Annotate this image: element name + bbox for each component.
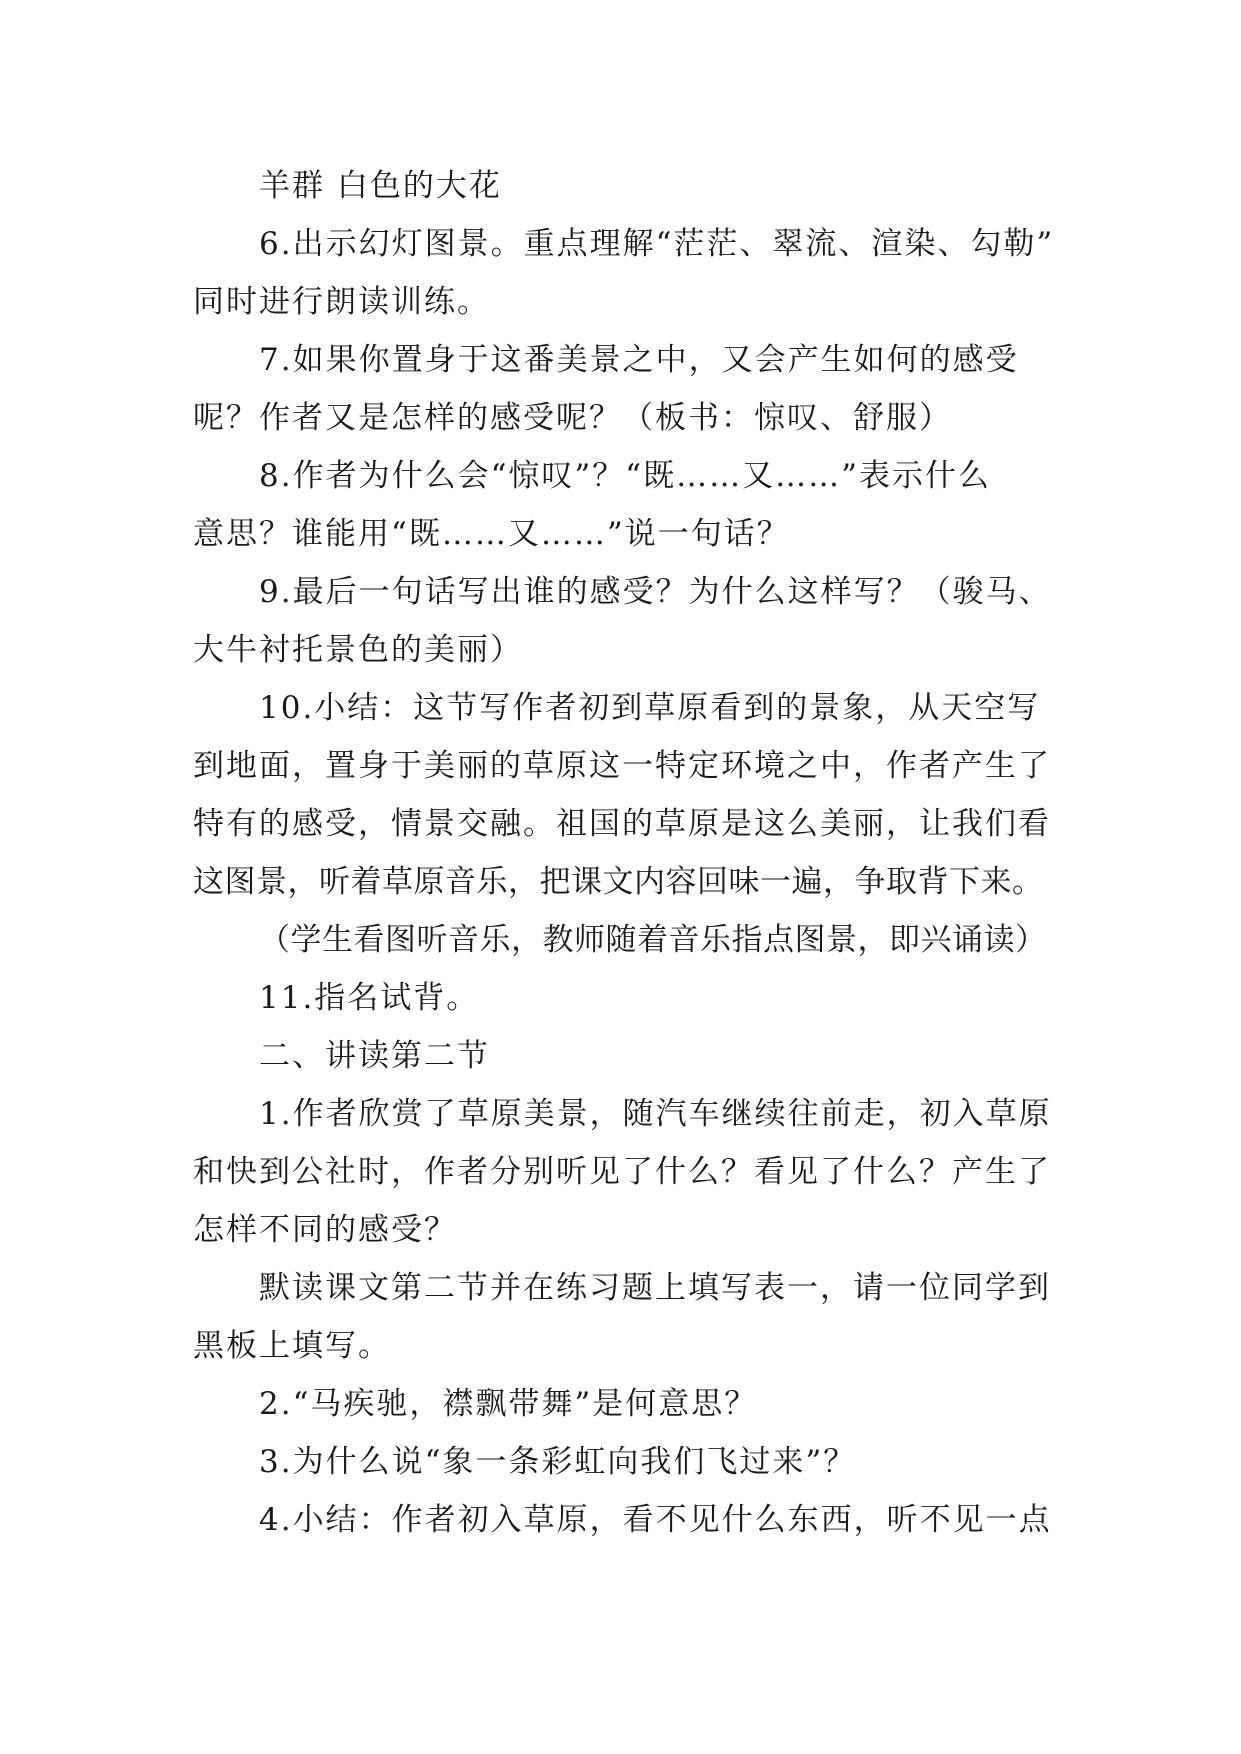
text-line: 3.为什么说“象一条彩虹向我们飞过来”？ bbox=[259, 1444, 857, 1480]
text-line: 10.小结：这节写作者初到草原看到的景象，从天空写 bbox=[259, 690, 1041, 726]
text-line: 羊群 白色的大花 bbox=[259, 168, 502, 204]
text-line: 8.作者为什么会“惊叹”？“既……又……”表示什么 bbox=[259, 458, 991, 494]
text-line: 黑板上填写。 bbox=[193, 1328, 391, 1364]
text-line: 9.最后一句话写出谁的感受？为什么这样写？（骏马、 bbox=[259, 574, 1052, 610]
text-line: 同时进行朗读训练。 bbox=[193, 284, 490, 320]
text-line: 二、讲读第二节 bbox=[259, 1038, 490, 1074]
text-line: （学生看图听音乐，教师随着音乐指点图景，即兴诵读） bbox=[259, 922, 1047, 958]
text-line: 1.作者欣赏了草原美景，随汽车继续往前走，初入草原 bbox=[259, 1096, 1052, 1132]
text-line: 怎样不同的感受？ bbox=[193, 1212, 457, 1248]
text-line: 特有的感受，情景交融。祖国的草原是这么美丽，让我们看 bbox=[193, 806, 1051, 842]
text-line: 到地面，置身于美丽的草原这一特定环境之中，作者产生了 bbox=[193, 748, 1051, 784]
text-line: 7.如果你置身于这番美景之中，又会产生如何的感受 bbox=[259, 342, 1019, 378]
text-line: 默读课文第二节并在练习题上填写表一，请一位同学到 bbox=[259, 1270, 1051, 1306]
text-line: 4.小结：作者初入草原，看不见什么东西，听不见一点 bbox=[259, 1502, 1052, 1538]
text-line: 意思？谁能用“既……又……”说一句话？ bbox=[193, 516, 790, 552]
document-body bbox=[193, 157, 1055, 1549]
text-line: 这图景，听着草原音乐，把课文内容回味一遍，争取背下来。 bbox=[193, 864, 1044, 900]
text-line: 和快到公社时，作者分别听见了什么？看见了什么？产生了 bbox=[193, 1154, 1051, 1190]
text-line: 2.“马疾驰，襟飘带舞”是何意思？ bbox=[259, 1386, 758, 1422]
text-line: 大牛衬托景色的美丽） bbox=[193, 632, 523, 668]
text-line: 6.出示幻灯图景。重点理解“茫茫、翠流、渲染、勾勒” bbox=[259, 226, 1055, 262]
text-line: 11.指名试背。 bbox=[259, 980, 480, 1016]
text-line: 呢？作者又是怎样的感受呢？（板书：惊叹、舒服） bbox=[193, 400, 952, 436]
